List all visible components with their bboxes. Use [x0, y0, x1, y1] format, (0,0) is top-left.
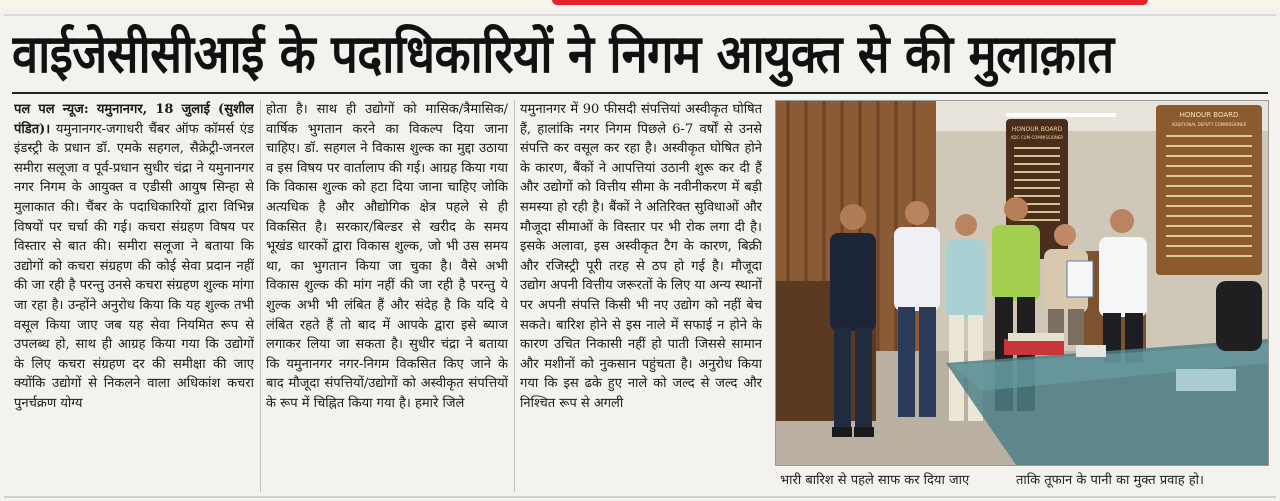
article-dateline: पल पल न्यूज: यमुनानगर, 18 जुलाई (सुशील पंडित)।	[14, 102, 254, 137]
column-separator	[514, 100, 515, 492]
masthead-red-bar	[552, 0, 1148, 5]
board-right-title: HONOUR BOARD	[1179, 111, 1239, 119]
bottom-rule	[4, 496, 1276, 498]
article-column-1	[14, 100, 254, 495]
photo-caption-right: ताकि तूफान के पानी का मुक्त प्रवाह हो।	[1016, 473, 1204, 488]
article-column-2	[266, 100, 508, 495]
article-text-col1: यमुनानगर-जगाधरी चैंबर ऑफ कॉमर्स एंड इंडस्ट्री के प्रधान डॉ. एमके सहगल, सैक्रेट्री-जनरल समीरा सलूजा व पूर्व-प्रधान सुधीर चंद्रा ने यमुनानगर नगर निगम के आयुक्त व एडीसी आयुष सिन्हा से मुलाकात की। चैंबर के पदाधिकारियों द्वारा विभिन्न विषयों पर चर्चा की गई। कचरा संग्रहण विषय पर विस्तार से बात की। समीरा सलूजा ने बताया कि उद्योगों को कचरा संग्रहण की कोई सेवा प्रदान नहीं की जा रही है परन्तु उनसे कचरा संग्रहण शुल्क मांगा जा रहा है। उन्होंने अनुरोध किया कि यह शुल्क तभी वसूल किया जाए जब यह सेवा नियमित रूप से उपलब्ध हो, साथ ही आग्रह किया गया कि उद्योगों के लिए कचरा संग्रहण दर की समीक्षा की जाए क्योंकि उद्योगों से निकलने वाला अधिकांश कचरा पुनर्चक्रण योग्य	[14, 121, 254, 411]
board-left-subtitle: ADC-CUM-COMMISSIONER	[1010, 135, 1064, 140]
column-separator	[260, 100, 261, 492]
headline: वाईजेसीसीआई के पदाधिकारियों ने निगम आयुक्त से की मुलाक़ात	[12, 23, 1114, 86]
top-strip	[0, 0, 1280, 8]
article-text-col2: होता है। साथ ही उद्योगों को मासिक/त्रैमासिक/वार्षिक भुगतान करने का विकल्प दिया जाना चाहिए। डॉ. सहगल ने विकास शुल्क का मुद्दा उठाया व इस विषय पर वार्तालाप की गई। आग्रह किया गया कि विकास शुल्क को हटा दिया जाना चाहिए जोकि अत्यधिक है और औद्योगिक क्षेत्र पहले से ही विकसित है। सरकार/बिल्डर से खरीद के समय भूखंड धारकों द्वारा विकास शुल्क, जो भी उस समय था, का भुगतान किया जा चुका है। वैसे अभी विकास शुल्क की मांग नहीं की जा रही है परन्तु ये शुल्क अभी भी लंबित हैं और संदेह है कि यदि ये लंबित रहते हैं तो बाद में आपके द्वारा इसे ब्याज लगाकर लिया जा सकता है। सुधीर चंद्रा ने बताया कि यमुनानगर नगर-निगम विकसित किए जाने के बाद मौजूदा संपत्तियों/उद्योगों को अस्वीकृत संपत्तियों के रूप में चिह्नित किया गया है। हमारे जिले	[266, 102, 508, 411]
office-chair	[1216, 281, 1262, 351]
news-photo	[775, 100, 1269, 466]
memorandum-paper	[1067, 261, 1093, 297]
file-stack	[1004, 339, 1064, 355]
meeting-photo	[776, 101, 1268, 465]
headline-rule	[12, 92, 1268, 94]
article-column-3	[520, 100, 762, 495]
article-text-col3: यमुनानगर में 90 फीसदी संपत्तियां अस्वीकृत घोषित हैं, हालांकि नगर निगम पिछले 6-7 वर्षों से उनसे संपत्ति कर वसूल कर रहा है। अस्वीकृत घोषित होने के कारण, बैंकों ने आपत्तियां उठानी शुरू कर दी हैं और उद्योगों को वित्तीय सीमा के नवीनीकरण में बड़ी समस्या हो रही है। बैंकों ने अतिरिक्त सुविधाओं और मौजूदा सीमाओं के विस्तार पर भी रोक लगा दी है। इसके अलावा, इस अस्वीकृत टैग के कारण, बिक्री और रजिस्ट्री पूरी तरह से ठप हो गई है। मौजूदा उद्योग अपनी वित्तीय जरूरतों के लिए या अन्य स्थानों पर अपनी संपत्ति किसी भी नए उद्योग को नहीं बेच सकते। बारिश होने से इस नाले में सफाई न होने के कारण उचित निकासी नहीं हो पाती जिससे सामान और मशीनों को नुकसान पहुंचता है। अनुरोध किया गया कि इस ढके हुए नाले को जल्द से जल्द और निश्चित रूप से अगली	[520, 102, 762, 411]
photo-caption-left: भारी बारिश से पहले साफ कर दिया जाए	[780, 473, 970, 488]
board-left-title: HONOUR BOARD	[1011, 126, 1063, 133]
board-right-subtitle: ADDITIONAL DEPUTY COMMISSIONER	[1171, 122, 1247, 127]
